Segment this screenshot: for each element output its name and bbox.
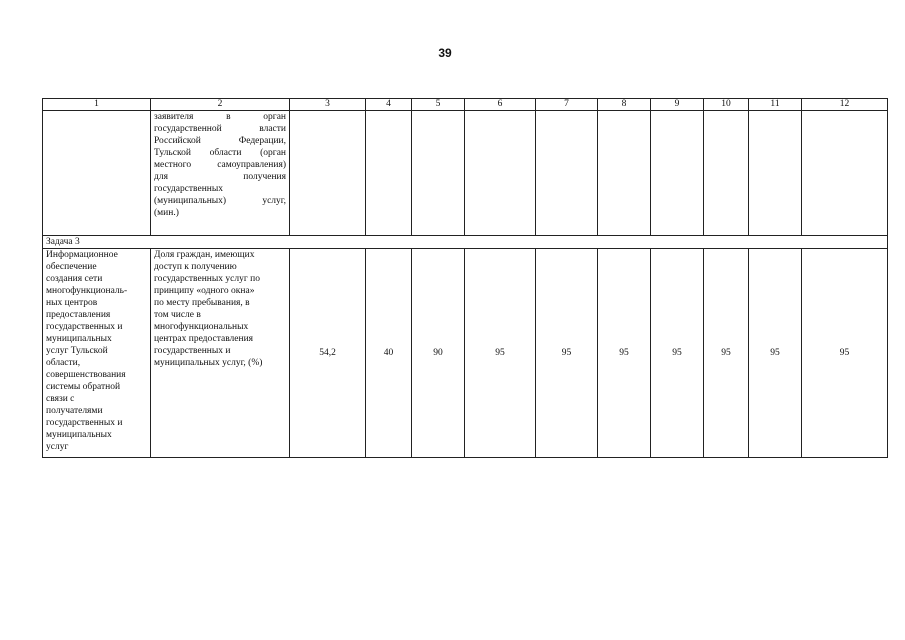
column-number: 8 <box>598 99 651 111</box>
text-line: многофункциональных <box>154 322 249 332</box>
column-number: 6 <box>465 99 536 111</box>
text-line: государственных и <box>154 346 231 356</box>
column-number: 11 <box>749 99 802 111</box>
value-cell: 95 <box>536 249 598 458</box>
column-number: 5 <box>412 99 465 111</box>
indicator-cell <box>151 249 290 458</box>
text-line: государственных <box>154 184 224 194</box>
text-line: Тульской области (орган <box>154 148 286 158</box>
value-cell: 90 <box>412 249 465 458</box>
task-label: Задача 3 <box>43 236 888 249</box>
value-cell: 95 <box>749 249 802 458</box>
column-number: 4 <box>366 99 412 111</box>
text-line: государственных услуг по <box>154 274 260 284</box>
empty-cell <box>598 111 651 236</box>
empty-cell <box>412 111 465 236</box>
column-number: 3 <box>290 99 366 111</box>
text-line: доступ к получению <box>154 262 237 272</box>
text-line: обеспечение <box>46 262 97 272</box>
text-line: ных центров <box>46 298 98 308</box>
text-line: многофункциональ- <box>46 286 128 296</box>
empty-cell <box>749 111 802 236</box>
column-number: 2 <box>151 99 290 111</box>
text-line: (мин.) <box>154 208 179 218</box>
text-line: (муниципальных) услуг, <box>154 196 286 206</box>
continuation-row <box>43 111 888 236</box>
page-number: 39 <box>438 46 452 60</box>
text-line: государственных и <box>46 322 123 332</box>
text-line: совершенствования <box>46 370 126 380</box>
text-line: для получения <box>154 172 286 182</box>
goal-cell <box>43 249 151 458</box>
text-line: системы обратной <box>46 382 121 392</box>
indicator-table <box>42 98 888 458</box>
value-cell: 40 <box>366 249 412 458</box>
text-line: муниципальных <box>46 430 112 440</box>
column-number: 1 <box>43 99 151 111</box>
text-line: центрах предоставления <box>154 334 254 344</box>
column-number-row <box>43 99 888 111</box>
empty-cell <box>802 111 888 236</box>
text-line: заявителя в орган <box>154 112 286 122</box>
empty-cell <box>366 111 412 236</box>
text-line: услуг <box>46 442 69 452</box>
text-line: местного самоуправления) <box>154 160 286 170</box>
value-cell: 54,2 <box>290 249 366 458</box>
text-line: принципу «одного окна» <box>154 286 255 296</box>
text-line: муниципальных <box>46 334 112 344</box>
text-line: по месту пребывания, в <box>154 298 250 308</box>
column-number: 10 <box>704 99 749 111</box>
value-cell: 95 <box>802 249 888 458</box>
value-cell: 95 <box>465 249 536 458</box>
text-line: Доля граждан, имеющих <box>154 250 255 260</box>
empty-cell <box>465 111 536 236</box>
empty-cell <box>290 111 366 236</box>
text-line: области, <box>46 358 81 368</box>
text-line: услуг Тульской <box>46 346 108 356</box>
empty-cell <box>651 111 704 236</box>
text-line: получателями <box>46 406 103 416</box>
value-cell: 95 <box>598 249 651 458</box>
empty-cell <box>536 111 598 236</box>
value-cell: 95 <box>651 249 704 458</box>
column-number: 9 <box>651 99 704 111</box>
text-line: Информационное <box>46 250 118 260</box>
text-line: государственных и <box>46 418 123 428</box>
continuation-indicator-text <box>151 111 290 236</box>
task-row <box>43 236 888 249</box>
empty-cell <box>704 111 749 236</box>
text-line: предоставления <box>46 310 111 320</box>
text-line: создания сети <box>46 274 103 284</box>
data-row <box>43 249 888 458</box>
column-number: 7 <box>536 99 598 111</box>
column-number: 12 <box>802 99 888 111</box>
text-line: муниципальных услуг, (%) <box>154 358 263 368</box>
text-line: том числе в <box>154 310 201 320</box>
text-line: государственной власти <box>154 124 286 134</box>
value-cell: 95 <box>704 249 749 458</box>
text-line: связи с <box>46 394 75 404</box>
text-line: Российской Федерации, <box>154 136 286 146</box>
empty-cell <box>43 111 151 236</box>
